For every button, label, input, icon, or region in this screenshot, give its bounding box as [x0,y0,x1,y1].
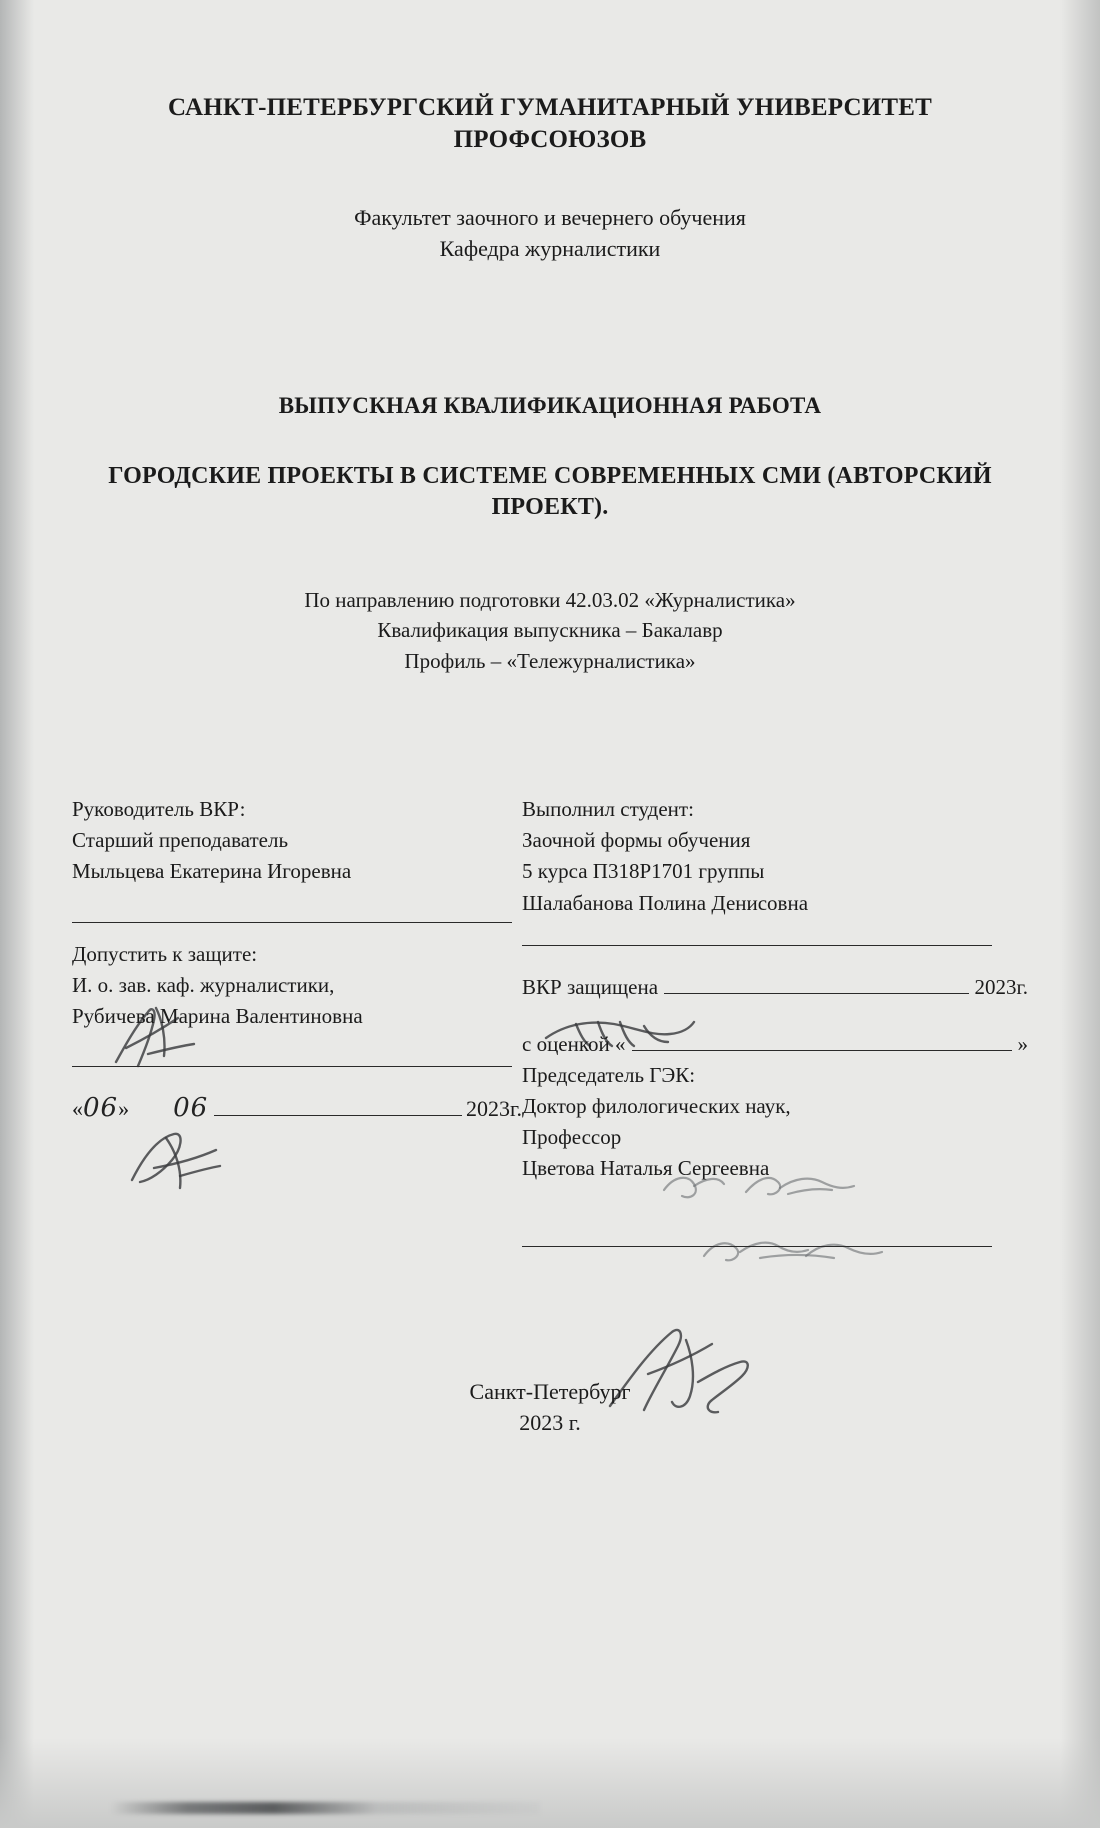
chair-rank: Профессор [522,1124,622,1149]
footer-city: Санкт-Петербург [469,1379,631,1405]
university-name: САНКТ-ПЕТЕРБУРГСКИЙ ГУМАНИТАРНЫЙ УНИВЕРСИТЕТ ПРОФСОЮЗОВ [167,94,933,153]
grade-line [522,1029,1028,1060]
document-footer [72,1377,1028,1439]
course-group: 5 курса П318Р1701 группы [522,859,765,884]
scan-artifact-smudge [110,1802,540,1814]
date-month-handwritten: 06 [173,1092,209,1123]
head-position: И. о. зав. каф. журналистики, [72,972,335,997]
page-title: ГОРОДСКИЕ ПРОЕКТЫ В СИСТЕМЕ СОВРЕМЕННЫХ СМИ (АВТОРСКИЙ ПРОЕКТ). [108,462,992,520]
qualification-line: Квалификация выпускника – Бакалавр [377,618,723,643]
defence-date-line [522,972,1028,1003]
profile-line: Профиль – «Тележурналистика» [404,648,696,673]
supervisor-name: Мыльцева Екатерина Игоревна [72,859,352,884]
chair-degree: Доктор филологических наук, [522,1093,791,1118]
defended-label: ВКР защищена [522,974,659,999]
admission-date-line [72,1089,522,1127]
date-day-handwritten: 06 [83,1092,119,1123]
study-form: Заочной формы обучения [522,828,751,853]
faculty-name: Факультет заочного и вечернего обучения [354,205,746,230]
grade-suffix: » [1017,1031,1028,1056]
work-type: ВЫПУСКНАЯ КВАЛИФИКАЦИОННАЯ РАБОТА [278,392,822,418]
left-signature-column [72,794,522,1247]
grade-underline [632,1050,1012,1051]
department-name: Кафедра журналистики [439,235,661,261]
student-label: Выполнил студент: [522,797,694,822]
defence-date-underline [664,993,968,994]
defended-year: 2023г. [974,974,1028,999]
faculty-block [72,203,1028,265]
program-block [72,585,1028,676]
admission-label: Допустить к защите: [72,941,258,966]
date-quote-open: « [72,1095,83,1121]
date-underline [214,1115,462,1116]
scan-shadow-bottom [0,1738,1100,1828]
document-content [0,92,1100,1439]
chair-label: Председатель ГЭК: [522,1062,696,1087]
supervisor-label: Руководитель ВКР: [72,797,246,822]
date-year: 2023г. [465,1095,522,1121]
supervisor-position: Старший преподаватель [72,828,289,853]
date-quote-close: » [118,1095,130,1121]
student-name: Шалабанова Полина Денисовна [522,890,809,915]
head-name: Рубичева Марина Валентиновна [72,1003,363,1028]
chair-name: Цветова Наталья Сергеевна [522,1155,770,1180]
signature-area [72,794,1028,1247]
footer-year: 2023 г. [519,1409,581,1435]
direction-line: По направлению подготовки 42.03.02 «Журналистика» [304,587,796,612]
right-signature-column [522,794,1028,1247]
chair-signature-line [522,1246,992,1247]
head-signature-line [72,1066,512,1067]
grade-prefix: с оценкой « [522,1031,626,1056]
